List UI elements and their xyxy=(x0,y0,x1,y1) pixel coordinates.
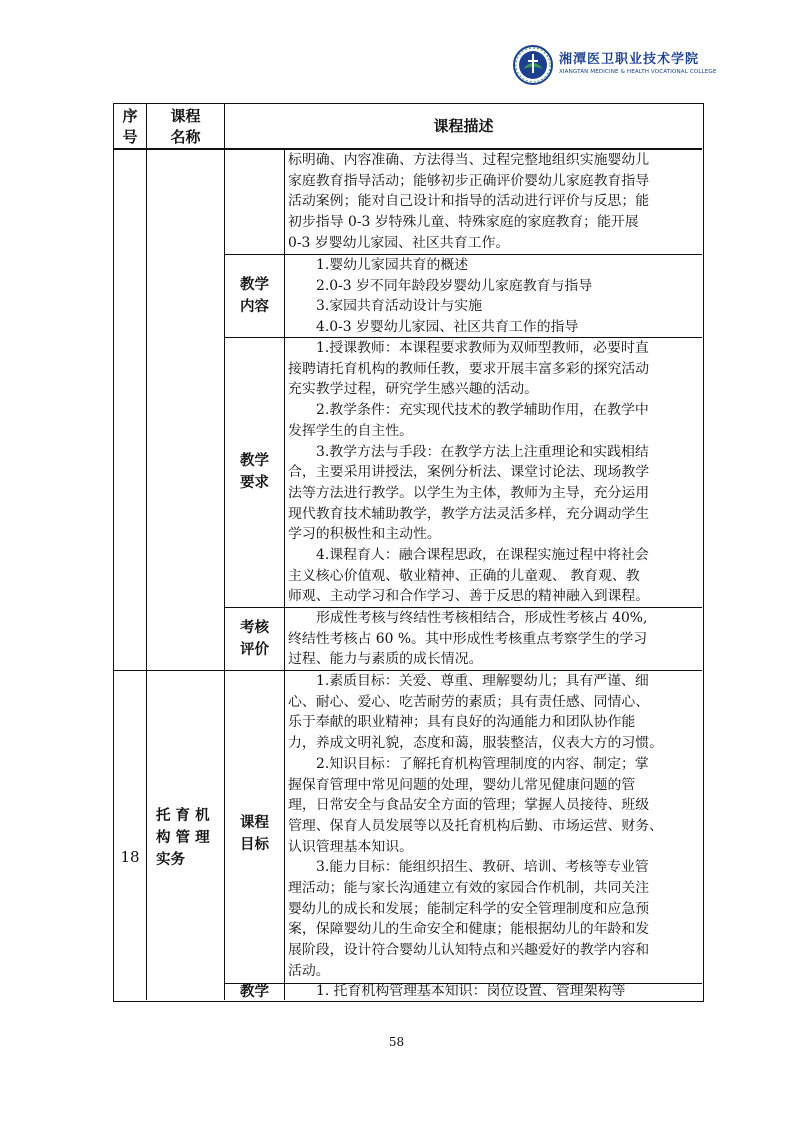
school-logo xyxy=(513,44,717,88)
col-header-course-name: 课程 名称 xyxy=(170,107,201,146)
school-name-en: XIANGTAN MEDICINE & HEALTH VOCATIONAL COLLEGE xyxy=(559,69,717,75)
label-teaching-requirements: 教学 要求 xyxy=(240,453,269,491)
course-table xyxy=(113,103,704,1002)
course-name-childcare-management: 托 育 机 构 管 理 实务 xyxy=(156,808,210,868)
row-number-18: 18 xyxy=(120,848,140,866)
label-teaching-content-18: 教学 xyxy=(240,984,269,1000)
col-header-description: 课程描述 xyxy=(433,117,494,135)
col-header-no: 序 号 xyxy=(122,107,138,146)
course-goals-text: 1.素质目标：关爱、尊重、理解婴幼儿；具有严谨、细 心、耐心、爱心、吃苦耐劳的素质；具有责任感、同情心、 乐于奉献的职业精神；具有良好的沟通能力和团队协作能 力，养成文明礼貌，态度和蔼，服装整洁，仪表大方的习惯。 2.知识目标：了解托育机构管理制度的内容、制定；掌 握保育管理中常见问题的处理，婴幼儿常见健康问题的管 理，日常安全与食品安全方面的管理；掌握人员接待、班级 管理、保育人员发展等以及托育机构后勤、市场运营、财务、 认识管理基本知识。 3.能力目标：能组织招生、教研、培训、考核等专业管 理活动；能与家长沟通建立有效的家园合作机制，共同关注 婴幼儿的成长和发展；能制定科学的安全管理制度和应急预 案，保障婴幼儿的生命安全和健康；能根据幼儿的年龄和发 展阶段，设计符合婴幼儿认知特点和兴趣爱好的教学内容和 活动。 xyxy=(288,673,664,979)
school-name-cn: 湘潭医卫职业技术学院 xyxy=(559,52,700,67)
teaching-content-list: 1.婴幼儿家园共育的概述 2.0-3 岁不同年龄段岁婴幼儿家庭教育与指导 3.家园共育活动设计与实施 4.0-3 岁婴幼儿家园、社区共育工作的指导 xyxy=(316,257,593,336)
teaching-content-18-first: 1. 托育机构管理基本知识：岗位设置、管理架构等 xyxy=(316,983,626,999)
assessment-text: 形成性考核与终结性考核相结合，形成性考核占 40%, 终结性考核占 60 %。其中形成性考核重点考察学生的学习 过程、能力与素质的成长情况。 xyxy=(288,610,648,668)
school-emblem-icon xyxy=(513,45,553,85)
label-assessment: 考核 评价 xyxy=(240,620,269,658)
teaching-requirements: 1.授课教师：本课程要求教师为双师型教师，必要时直 接聘请托育机构的教师任教，要求开展丰富多彩的探究活动 充实教学过程，研究学生感兴趣的活动。 2.教学条件：充实现代技术的教学辅助作用，在教学中 发挥学生的自主性。 3.教学方法与手段：在教学方法上注重理论和实践相结 合，主要采用讲授法，案例分析法、课堂讨论法、现场教学 法等方法进行教学。以学生为主体，教师为主导，充分运用 现代教育技术辅助教学，教学方法灵活多样，充分调动学生 学习的积极性和主动性。 4.课程育人：融合课程思政，在课程实施过程中将社会 主义核心价值观、敬业精神、正确的儿童观、 教育观、教 师观、主动学习和合作学习、善于反思的精神融入到课程。 xyxy=(288,340,650,605)
label-teaching-content: 教学 内容 xyxy=(240,277,269,315)
page-number: 58 xyxy=(388,1035,405,1049)
label-course-goals: 课程 目标 xyxy=(240,815,269,853)
course-target-continued: 标明确、内容准确、方法得当、过程完整地组织实施婴幼儿 家庭教育指导活动；能够初步正确评价婴幼儿家庭教育指导 活动案例；能对自己设计和指导的活动进行评价与反思；能 初步指导 0-3 岁特殊儿童、特殊家庭的家庭教育；能开展 0-3 岁婴幼儿家园、社区共育工作。 xyxy=(288,152,650,251)
